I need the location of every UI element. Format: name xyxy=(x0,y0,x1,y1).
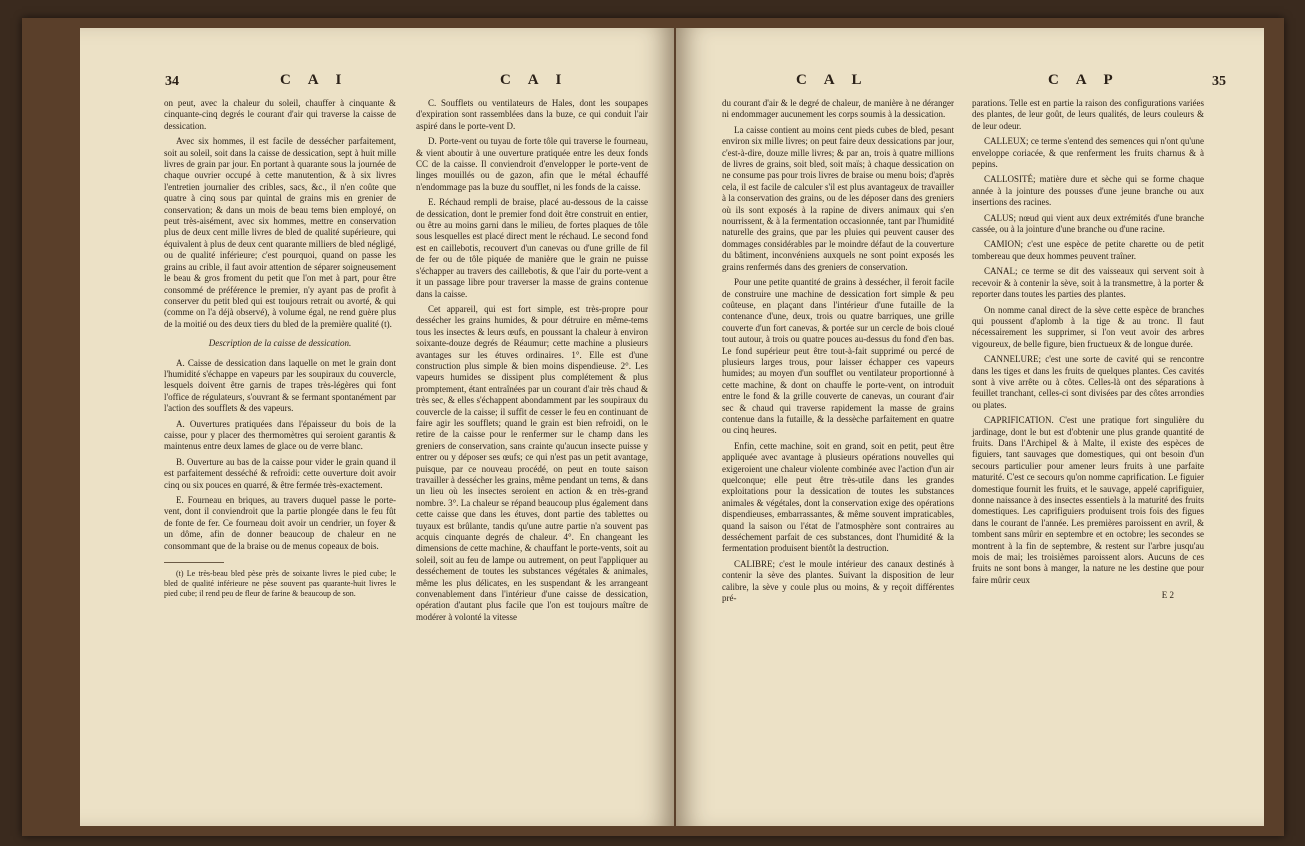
text-column xyxy=(722,98,954,608)
paragraph: B. Ouverture au bas de la caisse pour vider le grain quand il est parfaitement desséché & refroidi: cette ouverture doit avoir cinq ou six pouces en quarré, & être fermée très-exactement. xyxy=(164,456,396,490)
paragraph: CAMION; c'est une espèce de petite charette ou de petit tombereau que deux hommes peuvent traîner. xyxy=(972,239,1204,261)
paragraph: on peut, avec la chaleur du soleil, chauffer à cinquante & cinquante-cinq degrés le courant d'air qui traverse la caisse de dessication. xyxy=(164,98,396,131)
paragraph: CAPRIFICATION. C'est une pratique fort singulière du jardinage, dont le but est d'obtenir une plus grande quantité de fruits. Dans l'Archipel & à Malte, il existe des espèces de figuiers, tant sauvages que domestiques, qui ont besoin d'un secours particulier pour amener leurs fruits à une parfaite maturité. C'est ce secours qu'on nomme caprification. Le figuier domestique fournit les fruits, et le sauvage, appelé caprifiguier, donne naissance à des insectes essentiels à la maturité des fruits domestiques. Les caprifiguiers produisent trois fois des figues dans le courant de l'année. Les premières paroissent en avril, & tombent sans mûrir en septembre et en octobre; les secondes se montrent à la fin de septembre, & restent sur l'arbre jusqu'au mois de mai; les troisièmes paroissent alors. Aucuns de ces fruits ne sont bons à manger, la nature ne les destine que pour faire mûrir ceux xyxy=(972,415,1204,585)
text-column xyxy=(164,98,396,603)
book-spread xyxy=(22,18,1284,836)
paragraph: CANNELURE; c'est une sorte de cavité qui se rencontre dans les tiges et dans les fruits de quelques plantes. Ces cavités sont à vive arrête ou à côtes. Celles-là ont des séparations à feuillet tranchant, celles-ci sont divisées par des côtes arrondies ou plates. xyxy=(972,354,1204,410)
paragraph: Cet appareil, qui est fort simple, est très-propre pour dessécher les grains humides, & pour détruire en même-tems tous les insectes & leurs œufs, en poussant la chaleur à environ soixante-douze degrés de Réaumur; cette machine a plusieurs avantages sur les étuves ordinaires. 1°. Elle est d'une construction plus simple & bien moins dispendieuse. 2°. Les vapeurs humides se dissipent plus complétement & plus promptement, étant entraînées par un courant d'air très chaud & très sec, & elles s'échappent abondamment par les soupiraux du couvercle de la caisse; il suffit de cesser le feu en continuant de faire agir les soufflets; quand le grain est bien refroidi, on le retire de la caisse pour le renfermer sur le champ dans les greniers de conservation, sans crainte qu'aucun insecte puisse y entrer ou y déposer ses œufs; ce qui n'est pas un petit avantage, puisque, par ce nouveau procédé, on peut en toute saison travailler à dessécher les grains, même pendant un tems, & dans un lieu où les insectes seroient en action & en très-grand nombre. 3°. La chaleur se répand beaucoup plus également dans cette caisse que dans les étuves, dont partie des tablettes ou tuyaux est brûlante, tandis qu'une autre partie n'a souvent pas acquis cinquante degrés de chaleur. 4°. En changeant les dimensions de cette machine, & chauffant le porte-vents, soit au soleil, soit au feu de lampe ou autrement, on peut l'appliquer au desséchement de toutes les substances végétales & animales, même les plus délicates, en les suspendant & les arrangeant convenablement dans l'intérieur d'une caisse de dessication, opération d'autant plus facile que l'on est toujours maître de modérer à volonté la vitesse xyxy=(416,303,648,622)
footnote-rule xyxy=(164,562,224,563)
right-page xyxy=(676,28,1264,826)
text-column xyxy=(416,98,648,627)
page-number: 34 xyxy=(165,74,179,89)
paragraph: Avec six hommes, il est facile de dessécher parfaitement, soit au soleil, soit dans la caisse de dessication, sept à huit mille livres de grain par jour. En portant à quarante sous la journée de chaque ouvrier occupé à cette manutention, & à six livres l'entretien journalier des cribles, sacs, &c., il n'en coûte que quatre à cinq sous par quintal de grains mis en grenier de conservation; & dans un mois de beau tems bien employé, on peut très-aisément, avec six hommes, mettre en conservation plus de deux cent mille livres de bled de qualité supérieure, qui équivalent à plus de deux cent quarante milliers de bled négligé, ou de qualité inférieure; c'est pourquoi, quand on passe les grains au crible, il faut avoir attention de séparer soigneusement le beau & gros froment du petit que l'on met à part, pour être consommé de préférence le premier, n'y ayant pas de profit à conserver du petit bled qui est toujours retrait ou avorté, & qui (comme on l'a déjà observé), à volume égal, ne rend guère plus de la moitié ou des deux tiers du bled de la première qualité (t). xyxy=(164,136,396,329)
paragraph: C. Soufflets ou ventilateurs de Hales, dont les soupapes d'expiration sont rassemblées dans la buze, ce qui conduit l'air aspiré dans le porte-vent D. xyxy=(416,98,648,131)
page-number: 35 xyxy=(1212,74,1226,89)
footnote: (t) Le très-beau bled pèse près de soixante livres le pied cube; le bled de qualité inférieure ne pèse souvent pas quarante-huit livres le pied cube; il rend peu de fleur de farine & beaucoup de son. xyxy=(164,569,396,599)
paragraph: E. Réchaud rempli de braise, placé au-dessous de la caisse de dessication, dont le premier fond doit être construit en entier, ou être au moins garni dans le milieu, de fortes plaques de tôle sous lesquelles est placé direct ment le réchaud. Le second fond est en caillebotis, recouvert d'un canevas ou d'une grille de fil de fer ou de tôle piquée de manière que le grain ne puisse s'échapper au travers des caillebotis, & que l'air du porte-vent a it un passage libre pour traverser la masse de grains contenue dans la caisse. xyxy=(416,197,648,299)
paragraph: parations. Telle est en partie la raison des configurations variées des plantes, de leur goût, de leurs qualités, de leurs couleurs & de leur odeur. xyxy=(972,98,1204,131)
running-head: C A I xyxy=(500,72,569,88)
paragraph: D. Porte-vent ou tuyau de forte tôle qui traverse le fourneau, & vient aboutir à une ouverture pratiquée entre les deux fonds CC de la caisse. Il conviendroit d'envelopper le porte-vent de linges mouillés ou de gazon, afin que le métal échauffé n'endommage pas la buze du soufflet, ni les fonds de la caisse. xyxy=(416,136,648,192)
running-head: C A L xyxy=(796,72,869,88)
paragraph: CANAL; ce terme se dit des vaisseaux qui servent soit à recevoir & à contenir la sève, soit à la transmettre, à la porter & reporter dans toutes les parties des plantes. xyxy=(972,266,1204,300)
paragraph: La caisse contient au moins cent pieds cubes de bled, pesant environ six mille livres; on peut faire deux dessications par jour, c'est-à-dire, douze mille livres; & par an, trois à quatre millions de livres de grains, soit bled, soit maïs; à chaque dessication on ne consume pas pour trois livres de braise ou menu bois; d'après cela, il est facile de calculer s'il est plus avantageux de travailler à la conservation des grains, ou de les déposer dans des greniers où ils sont exposés à la rapine de divers animaux qui s'en nourrissent, & à la fermentation occasionnée, tant par l'humidité naturelle des grains, que par les pluies qui peuvent causer des dommages considérables par le moindre défaut de la couverture du bâtiment, inconvéniens auxquels ne sont point exposés les grains renfermés dans des greniers de conservation. xyxy=(722,124,954,272)
paragraph: du courant d'air & le degré de chaleur, de manière à ne déranger ni endommager aucunement les corps soumis à la dessication. xyxy=(722,98,954,120)
paragraph: On nomme canal direct de la sève cette espèce de branches qui poussent d'aplomb à la tige & au tronc. Il faut nécessairement les supprimer, si l'on veut avoir des arbres vigoureux, de belle figure, bien fructueux & de longue durée. xyxy=(972,304,1204,349)
text-column xyxy=(972,98,1204,606)
paragraph: E. Fourneau en briques, au travers duquel passe le porte-vent, dont il conviendroit que la partie plongée dans le feu fût de fonte de fer. Ce fourneau doit avoir un cendrier, un foyer & un dôme, afin de donner beaucoup de chaleur en ne consommant que de la braise ou de menus copeaux de bois. xyxy=(164,495,396,551)
paragraph: CALLEUX; ce terme s'entend des semences qui n'ont qu'une enveloppe coriacée, & que renferment les fruits charnus & à pepins. xyxy=(972,136,1204,170)
signature-mark: E 2 xyxy=(1161,590,1174,601)
paragraph: CALIBRE; c'est le moule intérieur des canaux destinés à contenir la sève des plantes. Suivant la disposition de leur calibre, la sève y coule plus ou moins, & y reçoit différentes pré- xyxy=(722,558,954,604)
running-head: C A P xyxy=(1048,72,1120,88)
section-heading: Description de la caisse de dessication. xyxy=(208,338,352,349)
paragraph: Enfin, cette machine, soit en grand, soit en petit, peut être appliquée avec avantage à plusieurs opérations nouvelles qui exigeroient une chaleur violente combinée avec l'action d'un air quelconque; elle peut être très-utile dans les grandes exploitations pour la dessication de toutes les substances animales & végétales, dont la conservation exige des opérations dispendieuses, embarrassantes, & même souvent impraticables, quand la saison ou l'état de l'atmosphère sont contraires au desséchement parfait de ces substances, dont l'humidité & la fermentation produisent bientôt la destruction. xyxy=(722,440,954,554)
paragraph: CALUS; nœud qui vient aux deux extrémités d'une branche cassée, ou à la jointure d'une branche ou d'une racine. xyxy=(972,212,1204,235)
paragraph: CALLOSITÉ; matière dure et sèche qui se forme chaque année à la jointure des pousses d'une jeune branche ou aux insertions des racines. xyxy=(972,174,1204,208)
paragraph: A. Caisse de dessication dans laquelle on met le grain dont l'humidité s'échappe en vapeurs par les soupiraux du couvercle, lesquels doivent être garnis de trapes très-légères qui font l'office de régulateurs, s'ouvrant & se fermant spontanément par l'action des soufflets & des vapeurs. xyxy=(164,357,396,414)
running-head: C A I xyxy=(280,72,349,88)
paragraph: A. Ouvertures pratiquées dans l'épaisseur du bois de la caisse, pour y placer des thermomètres qui seroient garantis & maintenus entre deux lames de glace ou de verre blanc. xyxy=(164,418,396,452)
paragraph: Pour une petite quantité de grains à dessécher, il feroit facile de construire une machine de dessication fort simple & peu coûteuse, en plaçant dans l'intérieur d'une futaille de la contenance d'une, deux, trois ou quatre barriques, une grille couverte d'un fort canevas, & portée sur un cercle de bois cloué tout autour, à trois ou quatre pouces au-dessus du fond d'en bas. Le fond supérieur peut être tout-à-fait supprimé ou percé de plusieurs larges trous, pour laisser échapper ces vapeurs humides; au moyen d'un soufflet ou ventilateur proportionné à cette machine, & dont on chauffe le porte-vent, on introduit entre le fond & la grille couverte de canevas, un courant d'air sec & chaud qui traverse rapidement la masse de grains contenue dans la futaille, & la dessèche parfaitement en quatre ou cinq heures. xyxy=(722,277,954,436)
left-page xyxy=(80,28,674,826)
